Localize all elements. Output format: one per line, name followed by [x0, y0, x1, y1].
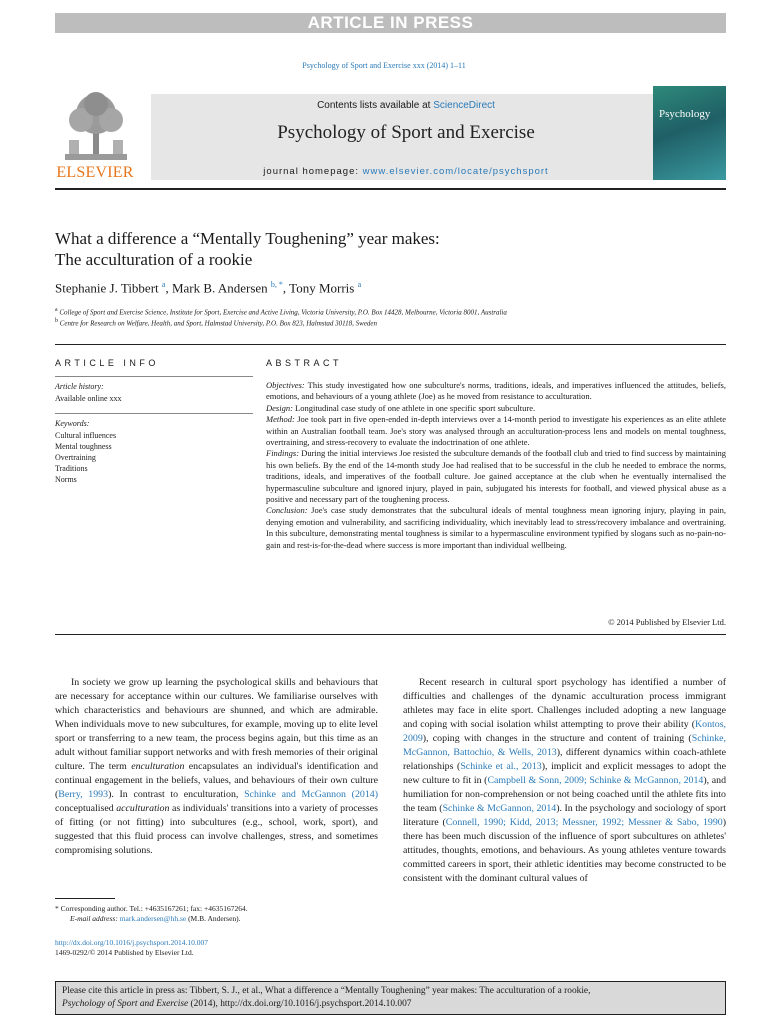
abstract-text: This study investigated how one subculture's norms, traditions, ideals, and imperatives influenced the attitudes, beliefs, emotions, and behaviours of a young athlete (Joe) as he moved from resistance to acculturation. — [266, 380, 726, 402]
affiliation-text: Centre for Research on Welfare, Health, and Sport, Halmstad University, P.O. Box 823, Halmstad 30118, Sweden — [57, 319, 378, 328]
abstract-conclusion — [266, 505, 726, 551]
body-column-right — [403, 676, 726, 886]
email-label: E-mail address: — [70, 914, 120, 923]
journal-homepage — [151, 166, 661, 177]
body-emphasis: acculturation — [116, 803, 170, 814]
citation-journal: Psychology of Sport and Exercise — [62, 999, 189, 1009]
citation-link[interactable]: Schinke et al., 2013 — [460, 761, 542, 772]
abstract-text: Joe took part in five open-ended in-depth interviews over a 14-month period to investigate his experiences as an elite athlete within an Australian football team. Joe's story was analysed through an acculturation-process lens and models on mental toughness, overtraining, and stress-recovery to evaluate the indoctrination of one athlete. — [266, 414, 726, 448]
abstract-copyright: © 2014 Published by Elsevier Ltd. — [608, 617, 726, 627]
body-text: ), and humiliation for non-comprehension or not being coached until the athlete fits into the team ( — [403, 775, 727, 814]
history-label: Article history: — [55, 382, 104, 391]
article-in-press-banner: ARTICLE IN PRESS — [55, 13, 726, 33]
affiliation-marker: a — [55, 307, 58, 313]
abstract-text: During the initial interviews Joe resisted the subculture demands of the football club and tried to find success by maintaining his own beliefs. By the end of the 14-month study Joe had realised that to be successful in the club he needed to embrace the norms, traditions, ideals, and imperatives of the football culture. Joe gained acceptance at the club when he eventually internalised the hypermasculine subculture and ignored injury, played in pain, subjugated his interests for football, and viewed physical abuse as a positive and necessary part of the toughening process. — [266, 448, 726, 505]
body-text: ), coping with changes in the structure and content of training ( — [422, 733, 692, 744]
citation-link[interactable]: Berry, 1993 — [58, 789, 109, 800]
keyword: Traditions — [55, 464, 88, 473]
abstract-text: Joe's case study demonstrates that the subcultural ideals of mental toughness mean ignoring injury, playing in pain, denying emotion and vulnerability, and sacrificing individuality, which inevitably lead to stress/recovery imbalance and overtraining. In this subculture, demonstrating mental toughness is similar to a hypermasculine environment typified by slogans such as no-pain-no-gain and rest-is-for-the-dead where success is more important than individual wellbeing. — [266, 505, 726, 550]
sciencedirect-link[interactable]: ScienceDirect — [433, 100, 495, 111]
info-divider — [55, 413, 253, 414]
body-text: conceptualised — [55, 803, 117, 814]
abstract-objectives — [266, 380, 726, 403]
citation-link[interactable]: Schinke & McGannon, 2014 — [442, 803, 557, 814]
body-column-left — [55, 676, 378, 858]
article-title — [55, 228, 615, 270]
abstract-method — [266, 414, 726, 448]
affiliation-link[interactable]: b, * — [270, 280, 283, 289]
contents-line — [151, 100, 661, 111]
abstract-divider — [55, 634, 726, 635]
keywords-list — [55, 430, 116, 485]
citation-notice — [55, 981, 726, 1015]
citation-suffix: (2014), http://dx.doi.org/10.1016/j.psychsport.2014.10.007 — [188, 999, 412, 1009]
info-divider — [55, 376, 253, 377]
abstract-label: Objectives: — [266, 380, 305, 390]
author-list — [55, 280, 361, 296]
body-text: ). In contrast to enculturation, — [108, 789, 245, 800]
body-text: ), different dynamics within coach-athlete relationships ( — [403, 747, 726, 772]
abstract-heading: ABSTRACT — [266, 358, 343, 368]
abstract-label: Design: — [266, 402, 293, 413]
body-text: ) there has been much discussion of the influence of sport subcultures on athletes' attitudes, thoughts, emotions, and behaviours. As young athletes venture towards committed careers in sport, their athletic identities may become constructed to be consistent with the dominant cultural values of — [403, 817, 726, 884]
contents-prefix: Contents lists available at — [317, 100, 434, 111]
author-name: Stephanie J. Tibbert — [55, 280, 162, 296]
journal-name: Psychology of Sport and Exercise — [277, 122, 535, 143]
abstract-findings — [266, 448, 726, 505]
footnote-email — [70, 914, 241, 923]
keyword: Mental toughness — [55, 442, 112, 451]
keyword: Overtraining — [55, 453, 96, 462]
keyword: Norms — [55, 475, 77, 484]
citation-link[interactable]: Campbell & Sonn, 2009; Schinke & McGannon, 2014 — [487, 775, 704, 786]
body-text: In society we grow up learning the psychological skills and behaviours that are necessary for acceptance within our cultures. We familiarise ourselves with which characteristics and behaviours are shunned, and which are admirable. When individuals move to new subcultures, for example, moving up to elite level sport or transferring to a new team, the process begins again, but this time as an adult without familiar support networks and with fresh memories of their original culture. The term — [55, 677, 378, 772]
elsevier-tree-icon — [61, 90, 131, 164]
body-text: ). In the psychology and sociology of sport literature ( — [403, 803, 726, 828]
journal-cover-image[interactable] — [653, 86, 726, 180]
abstract-label: Findings: — [266, 448, 300, 459]
body-paragraph — [403, 676, 726, 886]
footnote-divider — [55, 898, 115, 899]
body-text: ), implicit and explicit messages to adopt the new culture to fit in ( — [403, 761, 726, 786]
keyword: Cultural influences — [55, 431, 117, 440]
abstract-body — [266, 380, 726, 551]
body-paragraph — [55, 676, 378, 858]
homepage-prefix: journal homepage: — [263, 166, 363, 177]
affiliation-b — [55, 318, 377, 327]
affiliation-link[interactable]: a — [161, 280, 166, 289]
email-link[interactable]: mark.andersen@hh.se — [119, 914, 187, 923]
author-name: , Mark B. Andersen — [165, 280, 271, 296]
citation-link[interactable]: Kontos, 2009 — [403, 719, 726, 744]
author-name: , Tony Morris — [282, 280, 358, 296]
abstract-label: Method: — [266, 414, 295, 425]
masthead-divider — [55, 188, 726, 190]
masthead-info-box — [151, 94, 661, 180]
citation-link[interactable]: Schinke and McGannon (2014) — [244, 789, 378, 800]
homepage-link[interactable]: www.elsevier.com/locate/psychsport — [362, 166, 549, 177]
body-text: Recent research in cultural sport psychology has identified a number of difficulties and challenges of the dynamic acculturation process immigrant athletes may face in elite sport. Challenges included adopting a new language and coping with social isolation whilst attempting to prove their ability ( — [403, 677, 726, 730]
email-suffix: (M.B. Andersen). — [186, 914, 241, 923]
abstract-text: Longitudinal case study of one athlete in one specific sport subculture. — [292, 402, 536, 413]
section-divider — [55, 344, 726, 345]
elsevier-logo[interactable] — [55, 86, 135, 182]
affiliation-text: College of Sport and Exercise Science, Institute for Sport, Exercise and Active Living, Victoria University, P.O. Box 14428, Melbourne, Victoria 8001, Australia — [57, 308, 507, 317]
journal-reference-link[interactable]: Psychology of Sport and Exercise xxx (2014) 1–11 — [302, 61, 466, 70]
abstract-design — [266, 403, 726, 414]
title-line-2: The acculturation of a rookie — [55, 250, 253, 269]
history-value: Available online xxx — [55, 394, 122, 403]
abstract-label: Conclusion: — [266, 505, 308, 516]
citation-link[interactable]: Schinke, McGannon, Battochio, & Wells, 2013 — [403, 733, 726, 758]
affiliation-link[interactable]: a — [357, 280, 362, 289]
title-line-1: What a difference a “Mentally Toughening” year makes: — [55, 229, 440, 248]
body-emphasis: enculturation — [131, 761, 185, 772]
footnote-corresponding: * Corresponding author. Tel.: +4635167261; fax: +4635167264. — [55, 904, 248, 913]
keywords-label: Keywords: — [55, 419, 90, 428]
body-text: encapsulates an individual's identification and continual engagement in the beliefs, values, and behaviours of their own culture ( — [55, 761, 379, 800]
issn-line: 1469-0292/© 2014 Published by Elsevier Ltd. — [55, 948, 194, 957]
elsevier-wordmark: ELSEVIER — [56, 164, 134, 181]
affiliation-a — [55, 307, 507, 316]
cover-title: Psychology — [659, 108, 711, 120]
doi-link[interactable]: http://dx.doi.org/10.1016/j.psychsport.2014.10.007 — [55, 938, 208, 947]
citation-link[interactable]: Connell, 1990; Kidd, 2013; Messner, 1992; Messner & Sabo, 1990 — [445, 817, 723, 828]
affiliation-marker: b — [55, 318, 58, 324]
body-text: as individuals' transitions into a variety of processes of fitting (or not fitting) into subcultures (e.g., school, work, sport), and suggested that this fluid process can involve challenges, stress, and sometimes compromising solutions. — [55, 803, 378, 856]
article-info-heading: ARTICLE INFO — [55, 358, 159, 368]
journal-masthead — [55, 86, 726, 182]
citation-prefix: Please cite this article in press as: Tibbert, S. J., et al., What a difference a “Mentally Toughening” year makes: The acculturation of a rookie, — [62, 986, 591, 996]
